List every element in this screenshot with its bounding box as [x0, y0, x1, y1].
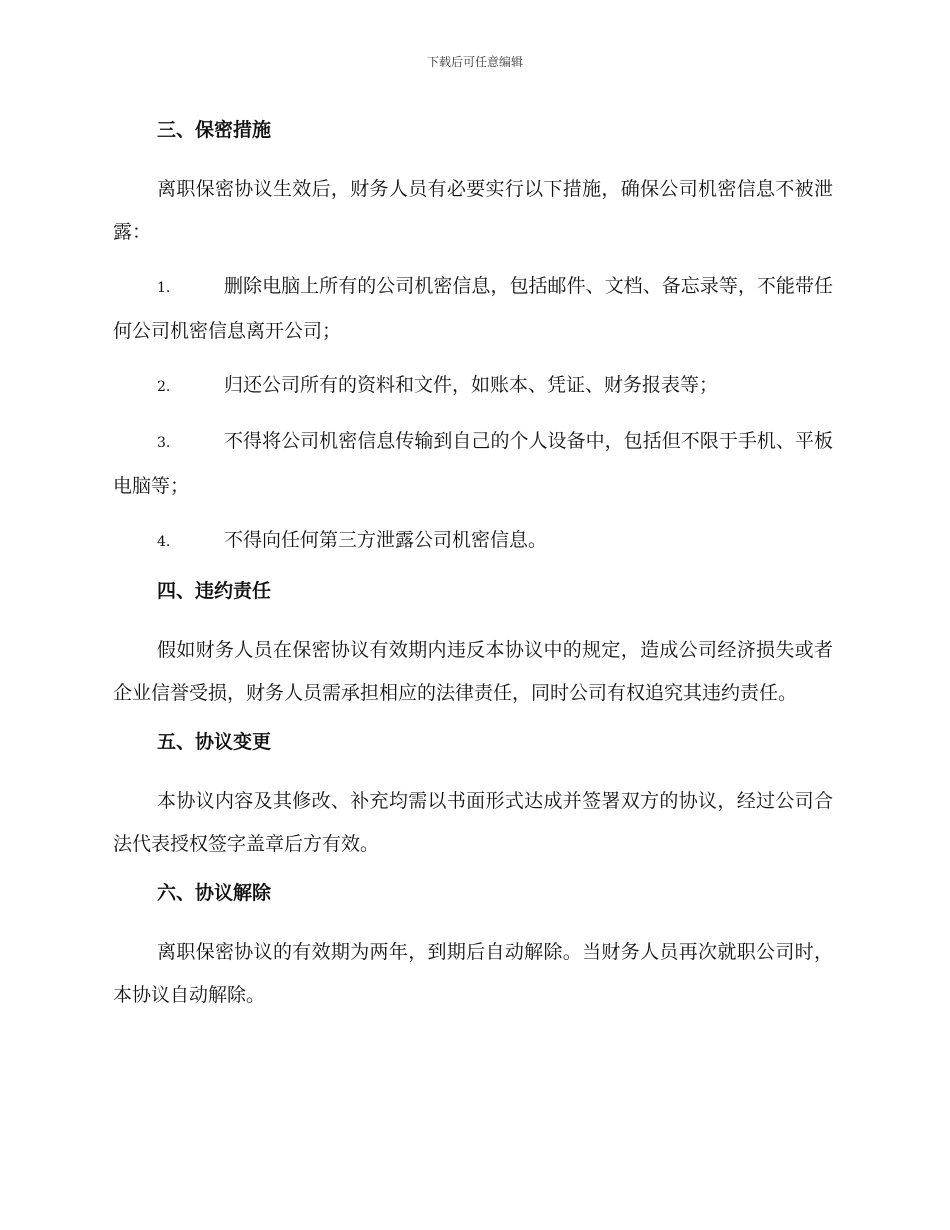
section-paragraph: 离职保密协议的有效期为两年，到期后自动解除。当财务人员再次就职公司时，本协议自动解除。: [113, 941, 833, 1006]
list-item-number: 2.: [157, 379, 171, 395]
list-item-number: 1.: [157, 280, 171, 296]
section-heading-confidentiality-measures: 三、保密措施: [157, 119, 272, 141]
list-item-number: 4.: [157, 534, 171, 550]
section-paragraph: 离职保密协议生效后，财务人员有必要实行以下措施，确保公司机密信息不被泄露：: [113, 178, 833, 243]
list-item: [113, 265, 833, 353]
document-body: [113, 114, 833, 1028]
list-item: [113, 364, 833, 409]
list-item: [113, 519, 833, 564]
section-heading-agreement-termination: 六、协议解除: [157, 882, 272, 904]
list-item-number: 3.: [157, 435, 171, 451]
list-item-text: 删除电脑上所有的公司机密信息，包括邮件、文档、备忘录等，不能带任何公司机密信息离开公司；: [113, 275, 833, 342]
list-item-text: 不得向任何第三方泄露公司机密信息。: [224, 529, 548, 551]
section-heading-breach-liability: 四、违约责任: [157, 580, 272, 602]
list-item: [113, 420, 833, 508]
section-paragraph: 假如财务人员在保密协议有效期内违反本协议中的规定，造成公司经济损失或者企业信誉受损，财务人员需承担相应的法律责任，同时公司有权追究其违约责任。: [113, 639, 833, 704]
section-paragraph: 本协议内容及其修改、补充均需以书面形式达成并签署双方的协议，经过公司合法代表授权签字盖章后方有效。: [113, 790, 833, 855]
list-item-text: 不得将公司机密信息传输到自己的个人设备中，包括但不限于手机、平板电脑等；: [113, 430, 833, 497]
header-note: 下载后可任意编辑: [426, 55, 523, 69]
section-heading-agreement-modification: 五、协议变更: [157, 731, 272, 753]
list-item-text: 归还公司所有的资料和文件，如账本、凭证、财务报表等；: [224, 374, 719, 396]
